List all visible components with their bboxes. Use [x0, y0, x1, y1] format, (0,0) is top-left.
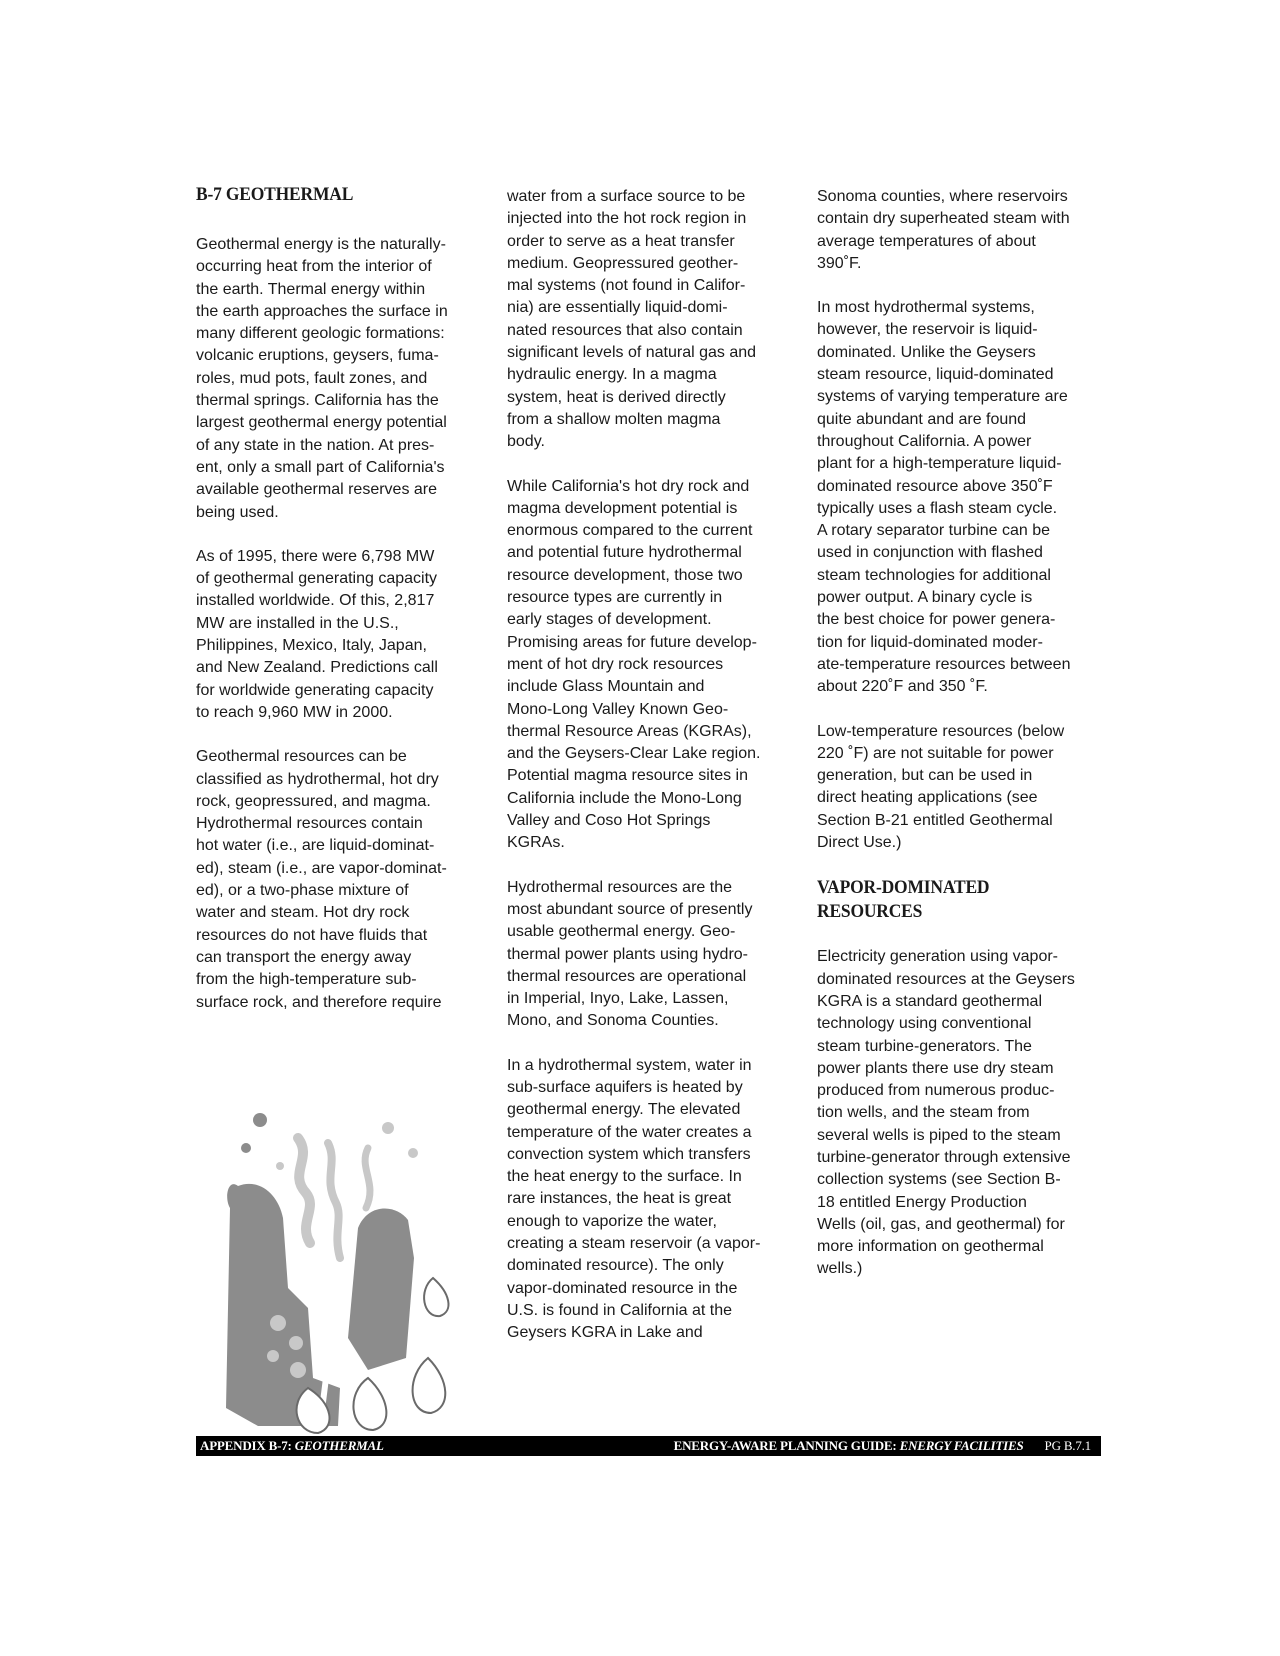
page-number: PG B.7.1: [1044, 1438, 1091, 1453]
paragraph: water from a surface source to be injected into the hot rock region in order to serve as a heat transfer medium. Geopressured geother- mal systems (not found in Califor- nia) are essentially liquid-domi- nated resources that also contain significant levels of natural gas and hydraulic energy. In a magma system, heat is derived directly from a shallow molten magma body.: [507, 188, 757, 451]
paragraph: While California's hot dry rock and magma development potential is enormous compared to the current and potential future hydrothermal resource development, those two resource types are currently in early stages of development. Promising areas for future develop- ment of hot dry rock resources include Glass Mountain and Mono-Long Valley Known Geo- thermal Resource Areas (KGRAs), and the Geysers-Clear Lake region. Potential magma resource sites in California include the Mono-Long Valley and Coso Hot Springs KGRAs.: [507, 477, 761, 852]
footer-appendix-title: GEOTHERMAL: [294, 1438, 384, 1453]
footer-left: [200, 1436, 384, 1456]
column-2: [507, 186, 792, 1367]
paragraph: Hydrothermal resources are the most abundant source of presently usable geothermal energy. Geo- thermal power plants using hydro- thermal resources are operational in Imperial, Inyo, Lake, Lassen, Mono, and Sonoma Counties.: [507, 878, 753, 1030]
column-3: [817, 186, 1102, 1303]
paragraph: Geothermal resources can be classified as hydrothermal, hot dry rock, geopressured, and magma. Hydrothermal resources contain hot water (i.e., are liquid-dominat- ed), steam (i.e., are vapor-dominat- ed), or a two-phase mixture of water and steam. Hot dry rock resources do not have fluids that can transport the energy away from the high-temperature sub- surface rock, and therefore require: [196, 748, 447, 1011]
footer-guide-title: ENERGY FACILITIES: [899, 1438, 1024, 1453]
geyser-rocks-illustration: [218, 1108, 480, 1438]
subsection-heading: VAPOR-DOMINATED RESOURCES: [817, 877, 990, 923]
footer-right: [674, 1436, 1091, 1456]
paragraph: Sonoma counties, where reservoirs contain dry superheated steam with average temperatures of about 390˚F.: [817, 188, 1070, 272]
footer-guide-label: ENERGY-AWARE PLANNING GUIDE:: [673, 1438, 897, 1453]
paragraph: Geothermal energy is the naturally- occurring heat from the interior of the earth. Thermal energy within the earth approaches the surface in many different geologic formations: volcanic eruptions, geysers, fuma- roles, mud pots, fault zones, and thermal springs. California has the largest geothermal energy potential of any state in the nation. At pres- ent, only a small part of California's available geothermal reserves are being used.: [196, 236, 448, 521]
footer-bar: [196, 1436, 1101, 1456]
paragraph: As of 1995, there were 6,798 MW of geothermal generating capacity installed worldwide. Of this, 2,817 MW are installed in the U.S., Philippines, Mexico, Italy, Japan, and New Zealand. Predictions call for worldwide generating capacity to reach 9,960 MW in 2000.: [196, 547, 438, 721]
paragraph: Low-temperature resources (below 220 ˚F) are not suitable for power generation, but can be used in direct heating applications (see Section B-21 entitled Geothermal Direct Use.): [817, 722, 1065, 852]
section-title: B-7 GEOTHERMAL: [196, 184, 354, 205]
paragraph: In a hydrothermal system, water in sub-surface aquifers is heated by geothermal energy. The elevated temperature of the water creates a convection system which transfers the heat energy to the surface. In rare instances, the heat is great enough to vaporize the water, creating a steam reservoir (a vapor- dominated resource). The only vapor-dominated resource in the U.S. is found in California at the Geysers KGRA in Lake and: [507, 1056, 761, 1342]
column-1: [196, 234, 481, 1036]
paragraph: Electricity generation using vapor- dominated resources at the Geysers KGRA is a standard geothermal technology using conventional steam turbine-generators. The power plants there use dry steam produced from numerous produc- tion wells, and the steam from several wells is piped to the steam turbine-generator through extensive collection systems (see Section B- 18 entitled Energy Production Wells (oil, gas, and geothermal) for more information on geothermal wells.): [817, 948, 1075, 1278]
paragraph: In most hydrothermal systems, however, the reservoir is liquid- dominated. Unlike the Geysers steam resource, liquid-dominated systems of varying temperature are quite abundant and are found throughout California. A power plant for a high-temperature liquid- dominated resource above 350˚F typically uses a flash steam cycle. A rotary separator turbine can be used in conjunction with flashed steam technologies for additional power output. A binary cycle is the best choice for power genera- tion for liquid-dominated moder- ate-temperature resources between about 220˚F and 350 ˚F.: [817, 299, 1071, 696]
footer-appendix-label: APPENDIX B-7:: [200, 1438, 292, 1453]
